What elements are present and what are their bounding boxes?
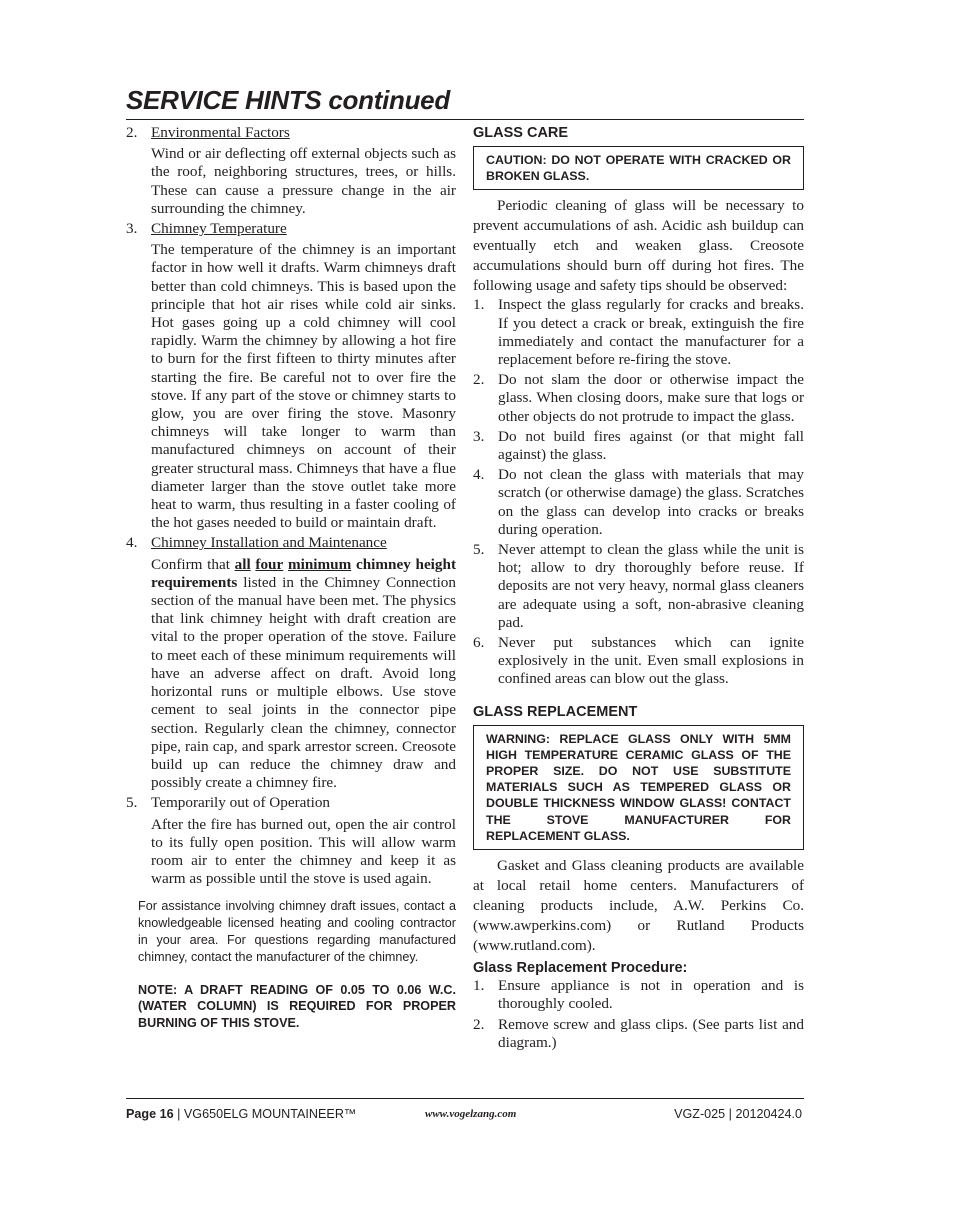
item-heading: Chimney Installation and Maintenance — [151, 534, 387, 552]
list-item — [473, 634, 804, 689]
list-item — [473, 371, 804, 426]
list-number: 1. — [473, 296, 485, 314]
list-item-chimney-installation — [126, 534, 456, 792]
list-number: 6. — [473, 634, 485, 652]
list-number: 4. — [126, 534, 138, 552]
list-item-environmental-factors — [126, 124, 456, 218]
list-number: 5. — [473, 541, 485, 559]
assistance-paragraph: For assistance involving chimney draft issues, contact a knowledgeable licensed heating and cooling contractor in your area. For questions regarding manufactured chimney, contact the manufacturer of the chimney. — [138, 899, 456, 964]
list-number: 2. — [126, 124, 138, 141]
title-rule — [126, 119, 804, 120]
list-text: Ensure appliance is not in operation and is thoroughly cooled. — [498, 977, 804, 1013]
list-item — [473, 428, 804, 464]
glass-replacement-heading: GLASS REPLACEMENT — [473, 703, 638, 720]
item-body: Wind or air deflecting off external objects such as the roof, neighboring structures, trees, or hills. These can cause a pressure change in the air surrounding the chimney. — [151, 145, 456, 217]
list-item — [473, 977, 804, 1013]
draft-note: NOTE: A DRAFT READING OF 0.05 TO 0.06 W.C. (WATER COLUMN) IS REQUIRED FOR PROPER BURNING OF THIS STOVE. — [138, 982, 456, 1031]
footer-separator: | — [177, 1107, 181, 1121]
list-text: Remove screw and glass clips. (See parts list and diagram.) — [498, 1015, 804, 1051]
item-heading: Temporarily out of Operation — [151, 794, 331, 812]
caution-box: CAUTION: DO NOT OPERATE WITH CRACKED OR BROKEN GLASS. — [473, 146, 804, 190]
body-intro: Confirm that — [151, 555, 230, 573]
list-number: 2. — [473, 371, 485, 389]
emphasis-requirements: chimney height requirements — [151, 555, 456, 591]
emphasis-all: all — [234, 555, 251, 573]
item-body: After the fire has burned out, open the air control to its fully open position. This will allow warm room air to enter the chimney and keep it as warm as possible until the stove is used again. — [151, 815, 456, 888]
glass-care-heading: GLASS CARE — [473, 125, 569, 141]
list-number: 1. — [473, 977, 485, 995]
list-number: 2. — [473, 1015, 485, 1033]
item-heading: Chimney Temperature — [151, 220, 287, 238]
item-body — [151, 556, 456, 793]
list-text: Never put substances which can ignite explosively in the unit. Even small explosions in confined areas can blow out the glass. — [498, 634, 804, 688]
list-text: Do not clean the glass with materials that may scratch (or otherwise damage) the glass. Scratches on the glass can develop into cracks or breaks during operation. — [498, 466, 804, 538]
list-number: 4. — [473, 466, 485, 484]
list-number: 3. — [473, 427, 485, 445]
page-title: SERVICE HINTS continued — [126, 85, 450, 115]
list-item-temporarily-out — [126, 794, 456, 888]
list-item — [473, 466, 804, 539]
list-number: 3. — [126, 220, 138, 238]
page-number: Page 16 — [126, 1107, 174, 1121]
item-heading: Environmental Factors — [151, 124, 290, 141]
right-column — [473, 124, 804, 1052]
doc-date: 20120424.0 — [735, 1107, 802, 1121]
footer-separator: | — [728, 1107, 732, 1121]
list-text: Never attempt to clean the glass while the unit is hot; allow to dry thoroughly before reuse. If deposits are not very heavy, normal glass cleaners are adequate using a soft, non-abrasive cleaning pad. — [498, 541, 804, 631]
footer-rule — [126, 1098, 804, 1099]
doc-code: VGZ-025 — [674, 1107, 726, 1121]
procedure-heading: Glass Replacement Procedure: — [473, 960, 688, 977]
item-body: The temperature of the chimney is an important factor in how well it drafts. Warm chimneys draft better than cold chimneys. This is based upon the principle that hot air rises while cold air sinks. Hot gases going up a cold chimney will cool rapidly. Warm the chimney by allowing a hot fire to burn for the first fifteen to thirty minutes after starting the fire. Be careful not to over fire the stove. If any part of the stove or chimney starts to glow, you are over firing the stove. Masonry chimneys will take longer to warm than manufactured chimneys on account of their greater structural mass. Chimneys that have a flue diameter larger than the stove outlet take more heat to warm, thus resulting in a faster cooling of the hot gases needed to build or maintain draft. — [151, 241, 456, 532]
list-number: 5. — [126, 794, 138, 812]
procedure-steps — [473, 977, 804, 1052]
list-item-chimney-temperature — [126, 220, 456, 532]
list-item — [473, 1016, 804, 1052]
list-text: Inspect the glass regularly for cracks and breaks. If you detect a crack or break, extinguish the fire immediately and contact the manufacturer for a replacement before re-firing the stove. — [498, 296, 804, 369]
glass-replacement-intro: Gasket and Glass cleaning products are available at local retail home centers. Manufacturers of cleaning products include, A.W. Perkins Co. (www.awperkins.com) or Rutland Products (www.rutland.com). — [473, 857, 804, 955]
glass-care-intro: Periodic cleaning of glass will be necessary to prevent accumulations of ash. Acidic ash buildup can eventually etch and weaken glass. Creosote accumulations should burn off during hot fires. The following usage and safety tips should be observed: — [473, 197, 804, 295]
footer-website: www.vogelzang.com — [425, 1108, 517, 1120]
list-item — [473, 541, 804, 632]
glass-care-tips — [473, 296, 804, 688]
emphasis-four: four — [255, 555, 284, 573]
footer-page-info — [126, 1106, 357, 1122]
body-rest: listed in the Chimney Connection section of the manual have been met. The physics that link chimney height with draft creation are vital to the proper operation of the stove. Failure to meet each of these minimum requirements will have an adverse affect on draft. Avoid long horizontal runs or multiple elbows. Use stove cement to seal joints in the connector pipe section. Regularly clean the chimney, connector pipe, rain cap, and spark arrestor screen. Creosote build up can reduce the chimney draw and possibly create a chimney fire. — [151, 573, 456, 792]
warning-box: WARNING: REPLACE GLASS ONLY WITH 5MM HIGH TEMPERATURE CERAMIC GLASS OF THE PROPER SIZE. DO NOT USE SUBSTITUTE MATERIALS SUCH AS TEMPERED GLASS OR DOUBLE THICKNESS WINDOW GLASS! CONTACT THE STOVE MANUFACTURER FOR REPLACEMENT GLASS. — [473, 725, 804, 850]
list-text: Do not build fires against (or that might fall against) the glass. — [498, 427, 804, 464]
footer-doc-code — [674, 1106, 802, 1122]
left-column — [126, 124, 456, 1032]
model-name: VG650ELG MOUNTAINEER™ — [183, 1107, 357, 1121]
list-item — [473, 296, 804, 369]
emphasis-minimum: minimum — [287, 555, 352, 573]
list-text: Do not slam the door or otherwise impact the glass. When closing doors, make sure that logs or other objects do not protrude to impact the glass. — [498, 371, 804, 425]
